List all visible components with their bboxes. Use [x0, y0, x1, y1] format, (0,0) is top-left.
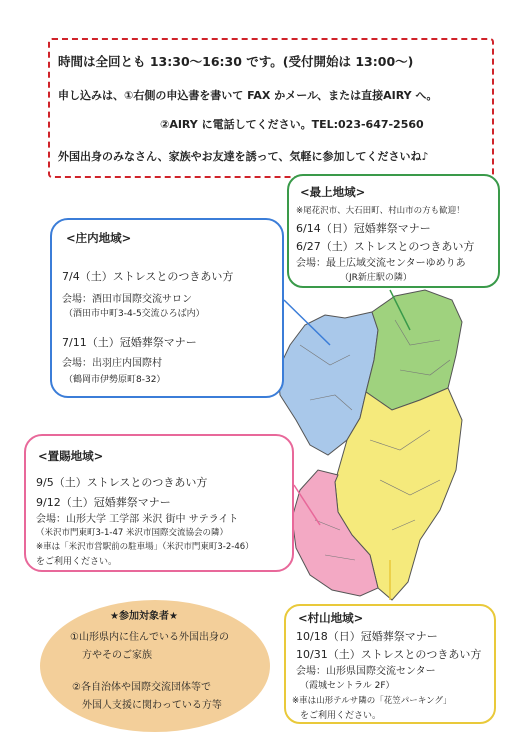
targets-title: ★参加対象者★: [110, 611, 178, 622]
shonai-event-1: 7/4（土）ストレスとのつきあい方: [62, 270, 234, 283]
okitama-venue: 会場：山形大学 工学部 米沢 街中 サテライト: [36, 514, 239, 525]
okitama-address: （米沢市門東町3-1-47 米沢市国際交流協会の隣）: [36, 528, 228, 538]
murayama-parking-2: をご利用ください。: [300, 711, 382, 721]
okitama-title: <置賜地域>: [38, 449, 104, 463]
header-time-line: 時間は全回とも 13:30～16:30 です。(受付開始は 13:00～): [58, 54, 414, 69]
mogami-event-1: 6/14（日）冠婚葬祭マナー: [296, 222, 431, 235]
shonai-address-1: （酒田市中町3-4-5交流ひろば内）: [64, 309, 205, 319]
murayama-parking-1: ※車は山形テルサ隣の「花笠パーキング」: [292, 696, 452, 706]
murayama-venue: 会場：山形県国際交流センター: [296, 666, 436, 677]
shonai-venue-2: 会場：出羽庄内国際村: [62, 358, 162, 369]
murayama-event-2: 10/31（土）ストレスとのつきあい方: [296, 648, 482, 661]
okitama-parking-1: ※車は「米沢市営駅前の駐車場」（米沢市門東町3-2-46）: [36, 542, 254, 552]
murayama-address: （霞城セントラル 2F）: [300, 681, 395, 691]
mogami-event-2: 6/27（土）ストレスとのつきあい方: [296, 240, 475, 253]
murayama-title: <村山地域>: [298, 611, 364, 625]
mogami-venue: 会場：最上広域交流センターゆめりあ: [296, 258, 466, 269]
okitama-parking-2: をご利用ください。: [36, 557, 118, 567]
mogami-address: （JR新庄駅の隣）: [340, 273, 412, 283]
header-apply-line-1: 申し込みは、①右側の申込書を書いて FAX かメール、または直接AIRY へ。: [58, 89, 438, 102]
targets-item-1b: 方やそのご家族: [82, 650, 152, 661]
okitama-event-1: 9/5（土）ストレスとのつきあい方: [36, 476, 208, 489]
targets-item-2b: 外国人支援に関わっている方等: [82, 700, 222, 711]
shonai-address-2: （鶴岡市伊勢原町8-32）: [64, 375, 166, 385]
targets-item-2a: ②各自治体や国際交流団体等で: [72, 682, 211, 693]
mogami-note: ※尾花沢市、大石田町、村山市の方も歓迎！: [296, 206, 465, 216]
header-invite-line: 外国出身のみなさん、家族やお友達を誘って、気軽に参加してくださいね♪: [58, 150, 429, 163]
shonai-venue-1: 会場：酒田市国際交流サロン: [62, 294, 192, 305]
murayama-event-1: 10/18（日）冠婚葬祭マナー: [296, 630, 438, 643]
okitama-event-2: 9/12（土）冠婚葬祭マナー: [36, 496, 171, 509]
shonai-title: <庄内地域>: [66, 231, 132, 245]
shonai-event-2: 7/11（土）冠婚葬祭マナー: [62, 336, 197, 349]
mogami-title: <最上地域>: [300, 185, 366, 199]
targets-item-1a: ①山形県内に住んでいる外国出身の: [70, 632, 229, 643]
header-apply-line-2: ②AIRY に電話してください。TEL:023-647-2560: [160, 118, 424, 131]
